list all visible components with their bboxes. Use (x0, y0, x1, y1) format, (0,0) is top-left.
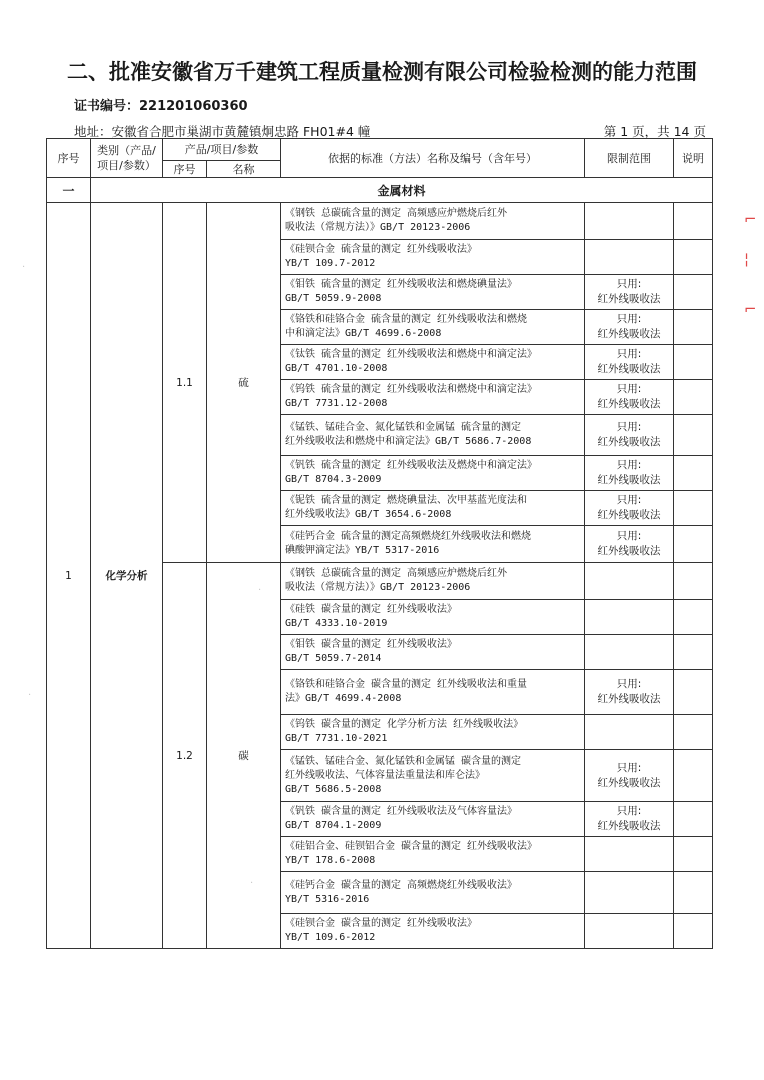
header-category: 类别（产品/项目/参数） (91, 139, 163, 178)
limit-cell (585, 563, 674, 600)
note-cell (674, 526, 713, 563)
table-row (47, 203, 713, 240)
standard-cell (281, 670, 585, 715)
standard-line: 碘酸钾滴定法》YB/T 5317-2016 (285, 545, 440, 556)
standard-line: YB/T 109.7-2012 (285, 258, 376, 269)
standard-line: 《硅钡合金 硫含量的测定 红外线吸收法》 (285, 244, 478, 255)
header-standard: 依据的标准（方法）名称及编号（含年号） (281, 139, 585, 178)
limit-line: 红外线吸收法 (597, 474, 661, 486)
limit-line: 只用: (616, 761, 642, 774)
note-cell (674, 240, 713, 275)
limit-line: 只用: (616, 530, 642, 542)
limit-line: 红外线吸收法 (597, 545, 661, 557)
standard-line: 《钨铁 碳含量的测定 化学分析方法 红外线吸收法》 (285, 719, 524, 730)
limit-cell (585, 345, 674, 380)
seal-edge-mark: ⌐ (744, 210, 757, 228)
standard-cell (281, 837, 585, 872)
note-cell (674, 563, 713, 600)
limit-cell (585, 750, 674, 802)
standard-line: GB/T 5059.9-2008 (285, 293, 382, 304)
limit-line: 只用: (616, 459, 642, 471)
note-cell (674, 872, 713, 914)
limit-line: 红外线吸收法 (597, 328, 661, 340)
standard-line: 《锰铁、锰硅合金、氮化锰铁和金属锰 硫含量的测定 (285, 422, 522, 433)
header-name: 名称 (207, 161, 281, 178)
limit-line: 红外线吸收法 (597, 776, 661, 789)
limit-line: 红外线吸收法 (597, 693, 661, 705)
row-number: 1 (47, 203, 91, 949)
note-cell (674, 715, 713, 750)
standard-line: 《硅钙合金 碳含量的测定 高频燃烧红外线吸收法》 (285, 879, 518, 891)
limit-line: 红外线吸收法 (597, 293, 661, 305)
item-name: 碳 (207, 563, 281, 949)
standard-line: 《硅铁 碳含量的测定 红外线吸收法》 (285, 604, 458, 615)
standard-line: 红外线吸收法和燃烧中和滴定法》GB/T 5686.7-2008 (285, 436, 532, 447)
standard-cell (281, 563, 585, 600)
limit-line: 红外线吸收法 (597, 509, 661, 521)
standard-cell (281, 275, 585, 310)
standard-line: YB/T 178.6-2008 (285, 855, 376, 866)
standard-line: GB/T 8704.1-2009 (285, 820, 382, 831)
note-cell (674, 203, 713, 240)
standard-line: GB/T 7731.12-2008 (285, 398, 388, 409)
standard-line: 《钛铁 硫含量的测定 红外线吸收法和燃烧中和滴定法》 (285, 349, 538, 360)
section-label: 金属材料 (91, 178, 713, 203)
note-cell (674, 345, 713, 380)
header-note: 说明 (674, 139, 713, 178)
standard-line: 红外线吸收法》GB/T 3654.6-2008 (285, 509, 452, 520)
scan-mark: · (22, 262, 26, 273)
limit-cell (585, 837, 674, 872)
note-cell (674, 670, 713, 715)
standard-line: 《钢铁 总碳硫含量的测定 高频感应炉燃烧后红外 (285, 208, 508, 219)
limit-line: 只用: (616, 421, 642, 433)
address: 地址：安徽省合肥市巢湖市黄麓镇炯忠路 FH01#4 幢 (74, 124, 371, 139)
standard-cell (281, 635, 585, 670)
standard-cell (281, 802, 585, 837)
limit-line: 红外线吸收法 (597, 436, 661, 448)
standard-line: 《铬铁和硅铬合金 碳含量的测定 红外线吸收法和重量 (285, 679, 528, 690)
standard-line: 法》GB/T 4699.4-2008 (285, 693, 402, 704)
note-cell (674, 802, 713, 837)
standard-cell (281, 380, 585, 415)
capability-table (46, 138, 713, 949)
standard-line: 《铌铁 硫含量的测定 燃烧碘量法、次甲基蓝光度法和 (285, 495, 528, 506)
scan-mark: · (250, 878, 254, 889)
standard-line: GB/T 8704.3-2009 (285, 474, 382, 485)
limit-line: 只用: (616, 494, 642, 506)
limit-cell (585, 415, 674, 456)
header-limit: 限制范围 (585, 139, 674, 178)
limit-line: 只用: (616, 278, 642, 290)
sub-seq: 1.1 (163, 203, 207, 563)
note-cell (674, 275, 713, 310)
limit-cell (585, 802, 674, 837)
seal-edge-mark: ¦ (744, 250, 750, 268)
page-indicator: 第 1 页，共 14 页 (603, 124, 706, 139)
scan-mark: · (28, 690, 32, 701)
standard-line: 《钼铁 硫含量的测定 红外线吸收法和燃烧碘量法》 (285, 279, 518, 290)
standard-line: 《锰铁、锰硅合金、氮化锰铁和金属锰 碳含量的测定 (285, 755, 522, 767)
section-number: 一 (47, 178, 91, 203)
standard-line: 《硅铝合金、硅钡铝合金 碳含量的测定 红外线吸收法》 (285, 841, 538, 852)
limit-line: 只用: (616, 313, 642, 325)
limit-cell (585, 526, 674, 563)
standard-line: GB/T 5686.5-2008 (285, 783, 382, 795)
limit-line: 红外线吸收法 (597, 398, 661, 410)
standard-line: 《钒铁 硫含量的测定 红外线吸收法及燃烧中和滴定法》 (285, 460, 538, 471)
limit-cell (585, 635, 674, 670)
limit-line: 红外线吸收法 (597, 363, 661, 375)
standard-line: 《钼铁 碳含量的测定 红外线吸收法》 (285, 639, 458, 650)
note-cell (674, 380, 713, 415)
standard-line: YB/T 109.6-2012 (285, 932, 376, 943)
standard-cell (281, 914, 585, 949)
note-cell (674, 456, 713, 491)
standard-line: 《钨铁 硫含量的测定 红外线吸收法和燃烧中和滴定法》 (285, 384, 538, 395)
limit-line: 红外线吸收法 (597, 820, 661, 832)
sub-seq: 1.2 (163, 563, 207, 949)
certificate-number: 证书编号：221201060360 (74, 99, 248, 114)
standard-cell (281, 203, 585, 240)
limit-line: 只用: (616, 348, 642, 360)
standard-line: GB/T 5059.7-2014 (285, 653, 382, 664)
standard-cell (281, 456, 585, 491)
standard-line: 《铬铁和硅铬合金 硫含量的测定 红外线吸收法和燃烧 (285, 314, 528, 325)
standard-cell (281, 345, 585, 380)
standard-line: 《硅钙合金 硫含量的测定高频燃烧红外线吸收法和燃烧 (285, 531, 532, 542)
standard-line: 《硅钡合金 碳含量的测定 红外线吸收法》 (285, 918, 478, 929)
standard-line: GB/T 7731.10-2021 (285, 733, 388, 744)
limit-cell (585, 380, 674, 415)
standard-cell (281, 415, 585, 456)
standard-line: GB/T 4333.10-2019 (285, 618, 388, 629)
standard-cell (281, 526, 585, 563)
header-product-group: 产品/项目/参数 (163, 139, 281, 161)
standard-cell (281, 240, 585, 275)
note-cell (674, 415, 713, 456)
page-title: 二、批准安徽省万千建筑工程质量检测有限公司检验检测的能力范围 (67, 60, 697, 84)
category-label: 化学分析 (91, 203, 163, 949)
item-name: 硫 (207, 203, 281, 563)
standard-cell (281, 750, 585, 802)
standard-cell (281, 491, 585, 526)
note-cell (674, 750, 713, 802)
standard-cell (281, 872, 585, 914)
standard-line: GB/T 4701.10-2008 (285, 363, 388, 374)
note-cell (674, 914, 713, 949)
limit-cell (585, 491, 674, 526)
standard-line: 《钢铁 总碳硫含量的测定 高频感应炉燃烧后红外 (285, 568, 508, 579)
limit-cell (585, 310, 674, 345)
standard-line: 中和滴定法》GB/T 4699.6-2008 (285, 328, 442, 339)
scan-mark: · (258, 585, 262, 596)
standard-cell (281, 715, 585, 750)
seal-edge-mark: ⌐ (744, 300, 757, 318)
limit-cell (585, 715, 674, 750)
note-cell (674, 837, 713, 872)
header-sub-seq: 序号 (163, 161, 207, 178)
limit-cell (585, 914, 674, 949)
standard-line: YB/T 5316-2016 (285, 893, 370, 905)
standard-line: 吸收法（常规方法）》GB/T 20123-2006 (285, 582, 471, 593)
limit-cell (585, 872, 674, 914)
standard-line: 红外线吸收法、气体容量法重量法和库仑法》 (285, 769, 486, 781)
limit-line: 只用: (616, 678, 642, 690)
limit-cell (585, 203, 674, 240)
note-cell (674, 635, 713, 670)
standard-line: 吸收法（常规方法）》GB/T 20123-2006 (285, 222, 471, 233)
limit-cell (585, 275, 674, 310)
standard-cell (281, 310, 585, 345)
limit-line: 只用: (616, 383, 642, 395)
limit-cell (585, 600, 674, 635)
limit-cell (585, 240, 674, 275)
note-cell (674, 600, 713, 635)
note-cell (674, 310, 713, 345)
standard-line: 《钒铁 碳含量的测定 红外线吸收法及气体容量法》 (285, 806, 518, 817)
limit-line: 只用: (616, 805, 642, 817)
limit-cell (585, 456, 674, 491)
standard-cell (281, 600, 585, 635)
header-seq: 序号 (47, 139, 91, 178)
note-cell (674, 491, 713, 526)
limit-cell (585, 670, 674, 715)
